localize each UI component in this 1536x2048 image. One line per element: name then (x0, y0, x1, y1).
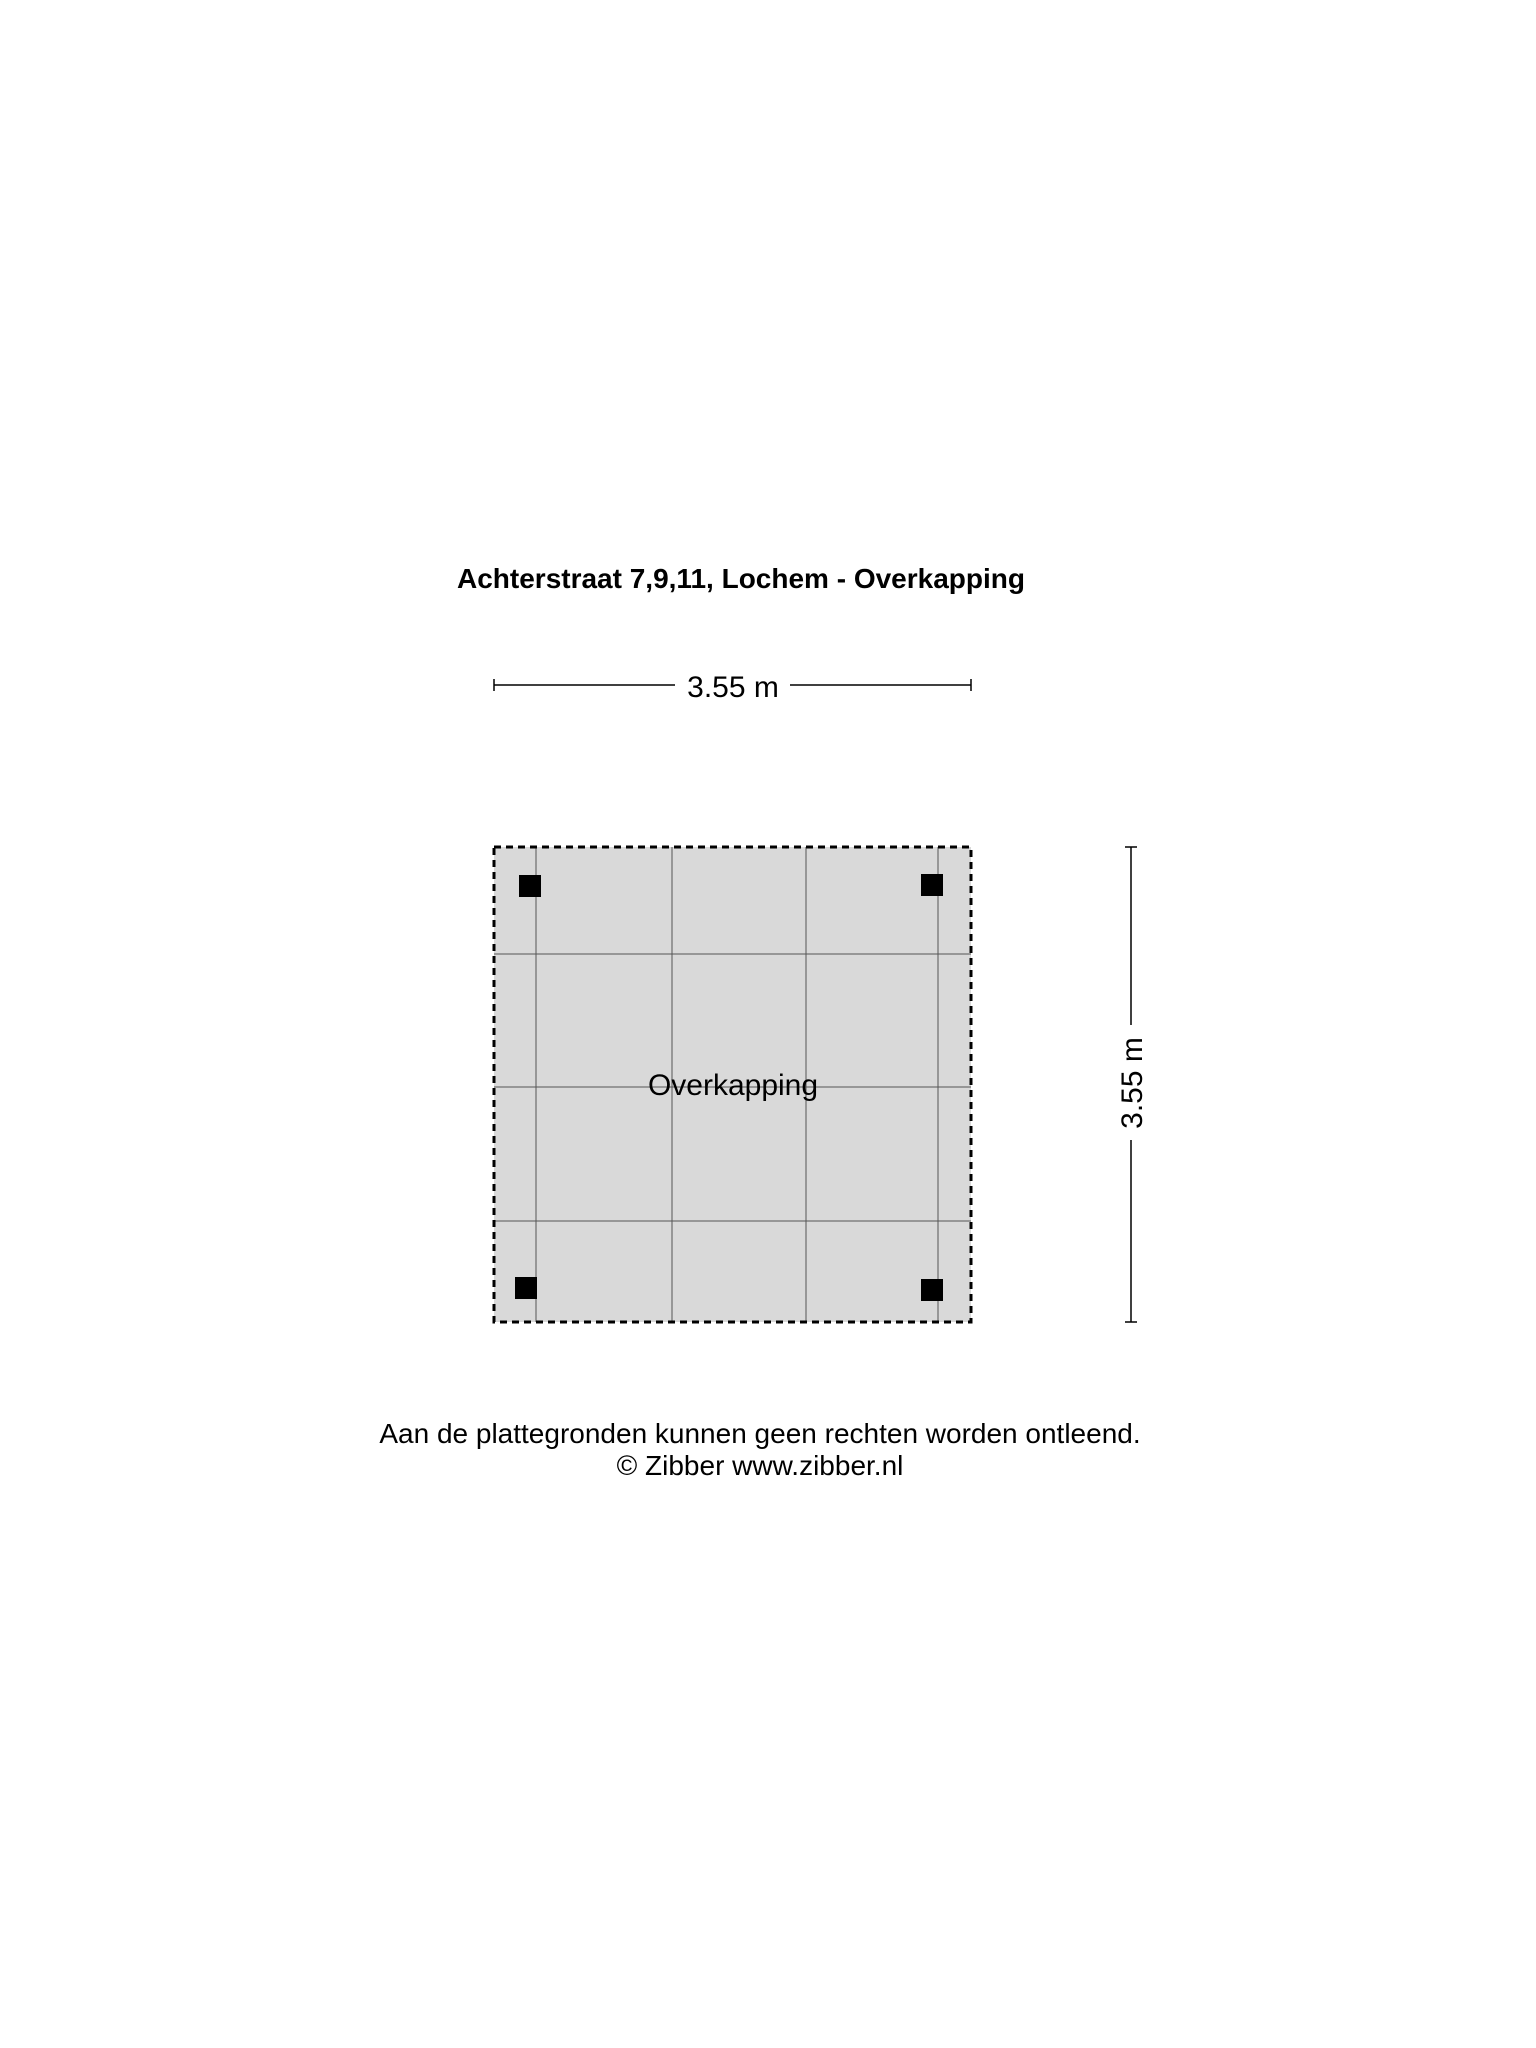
width-dimension (494, 671, 971, 704)
width-dimension-label: 3.55 m (687, 671, 779, 704)
post-top-right (921, 874, 943, 896)
overkapping-room (494, 847, 971, 1322)
plan-title: Achterstraat 7,9,11, Lochem - Overkapping (457, 563, 1025, 594)
disclaimer-text: Aan de plattegronden kunnen geen rechten worden ontleend. (379, 1418, 1141, 1449)
post-bottom-right (921, 1279, 943, 1301)
footer (0, 1418, 1520, 1482)
height-dimension (1116, 847, 1149, 1322)
copyright-text: © Zibber www.zibber.nl (616, 1450, 904, 1481)
height-dimension-label: 3.55 m (1116, 1037, 1149, 1129)
room-label: Overkapping (647, 1069, 819, 1102)
post-bottom-left (515, 1277, 537, 1299)
post-top-left (519, 875, 541, 897)
